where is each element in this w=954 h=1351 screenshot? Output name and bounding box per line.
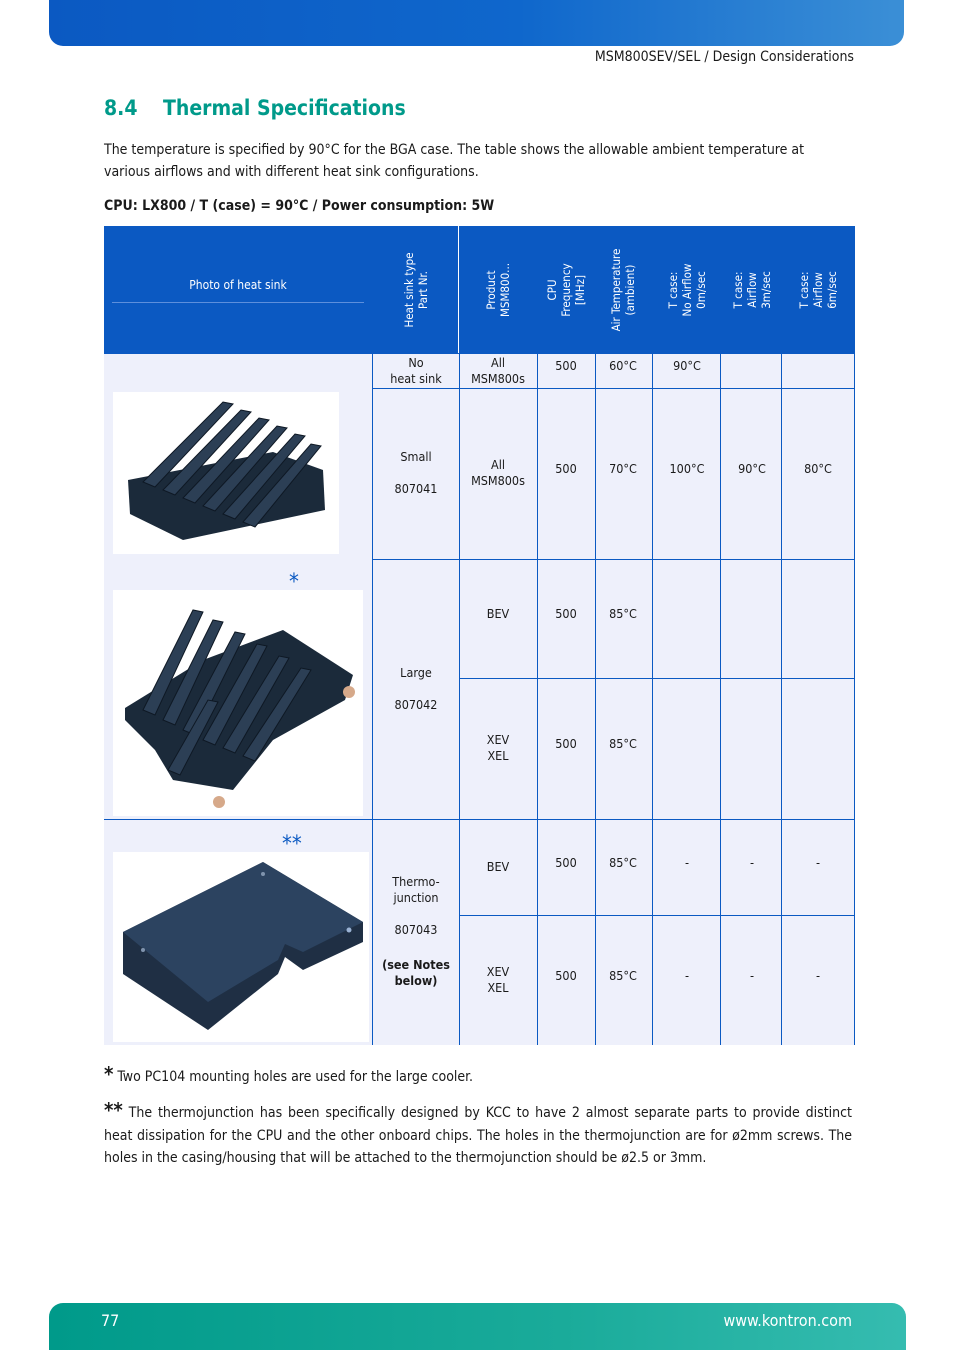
row4a-product: BEV bbox=[486, 859, 510, 874]
header-t0-label: T case: No Airflow 0m/sec bbox=[666, 263, 708, 317]
table-divider bbox=[652, 226, 653, 1045]
row4b-t0: - bbox=[684, 968, 690, 983]
intro-paragraph: The temperature is specified by 90°C for the BGA case. The table shows the allowable ambient temperature at various airflows and with different heat sink configurations. bbox=[104, 142, 805, 180]
note-text: Two PC104 mounting holes are used for the large cooler. bbox=[113, 1069, 474, 1085]
row1-type: No heat sink bbox=[390, 355, 442, 386]
table-divider bbox=[854, 226, 855, 1045]
header-freq-label: CPU Frequency [MHz] bbox=[545, 263, 587, 317]
row4-type-note: (see Notes below) bbox=[382, 957, 450, 988]
row4b-freq: 500 bbox=[555, 968, 577, 983]
table-divider bbox=[459, 226, 460, 1045]
row2-product: All MSM800s bbox=[471, 457, 525, 488]
row2-t0: 100°C bbox=[669, 461, 705, 476]
cpu-subheading: CPU: LX800 / T (case) = 90°C / Power consumption: 5W bbox=[104, 198, 495, 214]
footer-url[interactable]: www.kontron.com bbox=[723, 1311, 852, 1330]
row3a-product: BEV bbox=[486, 606, 510, 621]
row3b-product: XEV XEL bbox=[486, 732, 510, 763]
note-single-star bbox=[104, 1063, 852, 1089]
row2-t6: 80°C bbox=[804, 461, 832, 476]
header-photo-label: Photo of heat sink bbox=[189, 278, 287, 292]
row2-air: 70°C bbox=[609, 461, 637, 476]
table-divider bbox=[537, 226, 538, 1045]
table-rule bbox=[372, 388, 855, 389]
row2-t3: 90°C bbox=[738, 461, 766, 476]
row3-type: Large 807042 bbox=[394, 665, 438, 712]
thermojunction-photo bbox=[113, 852, 369, 1042]
running-header: MSM800SEV/SEL / Design Considerations bbox=[594, 49, 854, 65]
header-air-label: Air Temperature (ambient) bbox=[609, 248, 637, 332]
top-banner bbox=[49, 0, 904, 46]
note-star-symbol: * bbox=[104, 1062, 114, 1086]
double-star-marker: ** bbox=[282, 832, 302, 857]
footer-banner bbox=[49, 1303, 906, 1350]
row4b-t3: - bbox=[749, 968, 755, 983]
row4a-t0: - bbox=[684, 855, 690, 870]
table-divider bbox=[781, 226, 782, 1045]
row4b-t6: - bbox=[815, 968, 821, 983]
single-star-marker: * bbox=[289, 570, 299, 595]
table-divider bbox=[720, 226, 721, 1045]
row1-product: All MSM800s bbox=[471, 355, 525, 386]
table-divider bbox=[372, 226, 373, 1045]
table-rule bbox=[459, 678, 855, 679]
row3a-freq: 500 bbox=[555, 606, 577, 621]
row1-freq: 500 bbox=[555, 358, 577, 373]
note-double-star bbox=[104, 1099, 852, 1170]
header-rule bbox=[112, 302, 364, 303]
row2-freq: 500 bbox=[555, 461, 577, 476]
header-photo-cell bbox=[104, 226, 372, 354]
row3b-air: 85°C bbox=[609, 736, 637, 751]
table-rule bbox=[104, 353, 855, 354]
table-rule bbox=[372, 559, 855, 560]
note-star-symbol: ** bbox=[104, 1098, 123, 1122]
note-text: The thermojunction has been specifically designed by KCC to have 2 almost separate parts to provide distinct heat dissipation for the CPU and the other onboard chips. The holes in the thermojunction are for ø2mm screws. The holes in the casing/housing that will be attached to the thermojunction should be ø2.5 or 3mm. bbox=[104, 1105, 852, 1166]
table-rule bbox=[104, 819, 855, 820]
page-number: 77 bbox=[101, 1311, 120, 1330]
section-title: Thermal Specifications bbox=[163, 96, 406, 120]
row3b-freq: 500 bbox=[555, 736, 577, 751]
row3a-air: 85°C bbox=[609, 606, 637, 621]
header-type-label: Heat sink type Part Nr. bbox=[402, 252, 430, 328]
row4-type: Thermo- junction 807043 bbox=[392, 874, 440, 937]
header-product-label: Product MSM800... bbox=[484, 262, 512, 318]
row4a-freq: 500 bbox=[555, 855, 577, 870]
row4a-t6: - bbox=[815, 855, 821, 870]
row1-air: 60°C bbox=[609, 358, 637, 373]
row4a-t3: - bbox=[749, 855, 755, 870]
table-rule bbox=[459, 915, 855, 916]
row4b-air: 85°C bbox=[609, 968, 637, 983]
header-t3-label: T case: Airflow 3m/sec bbox=[731, 271, 773, 309]
row4a-air: 85°C bbox=[609, 855, 637, 870]
header-t6-label: T case: Airflow 6m/sec bbox=[797, 271, 839, 309]
table-divider bbox=[595, 226, 596, 1045]
section-heading bbox=[104, 96, 406, 120]
section-number: 8.4 bbox=[104, 96, 138, 120]
small-heatsink-photo bbox=[113, 392, 339, 554]
row1-t0: 90°C bbox=[673, 358, 701, 373]
row2-type: Small 807041 bbox=[394, 449, 438, 496]
row4b-product: XEV XEL bbox=[486, 964, 510, 995]
large-heatsink-photo bbox=[113, 590, 363, 816]
